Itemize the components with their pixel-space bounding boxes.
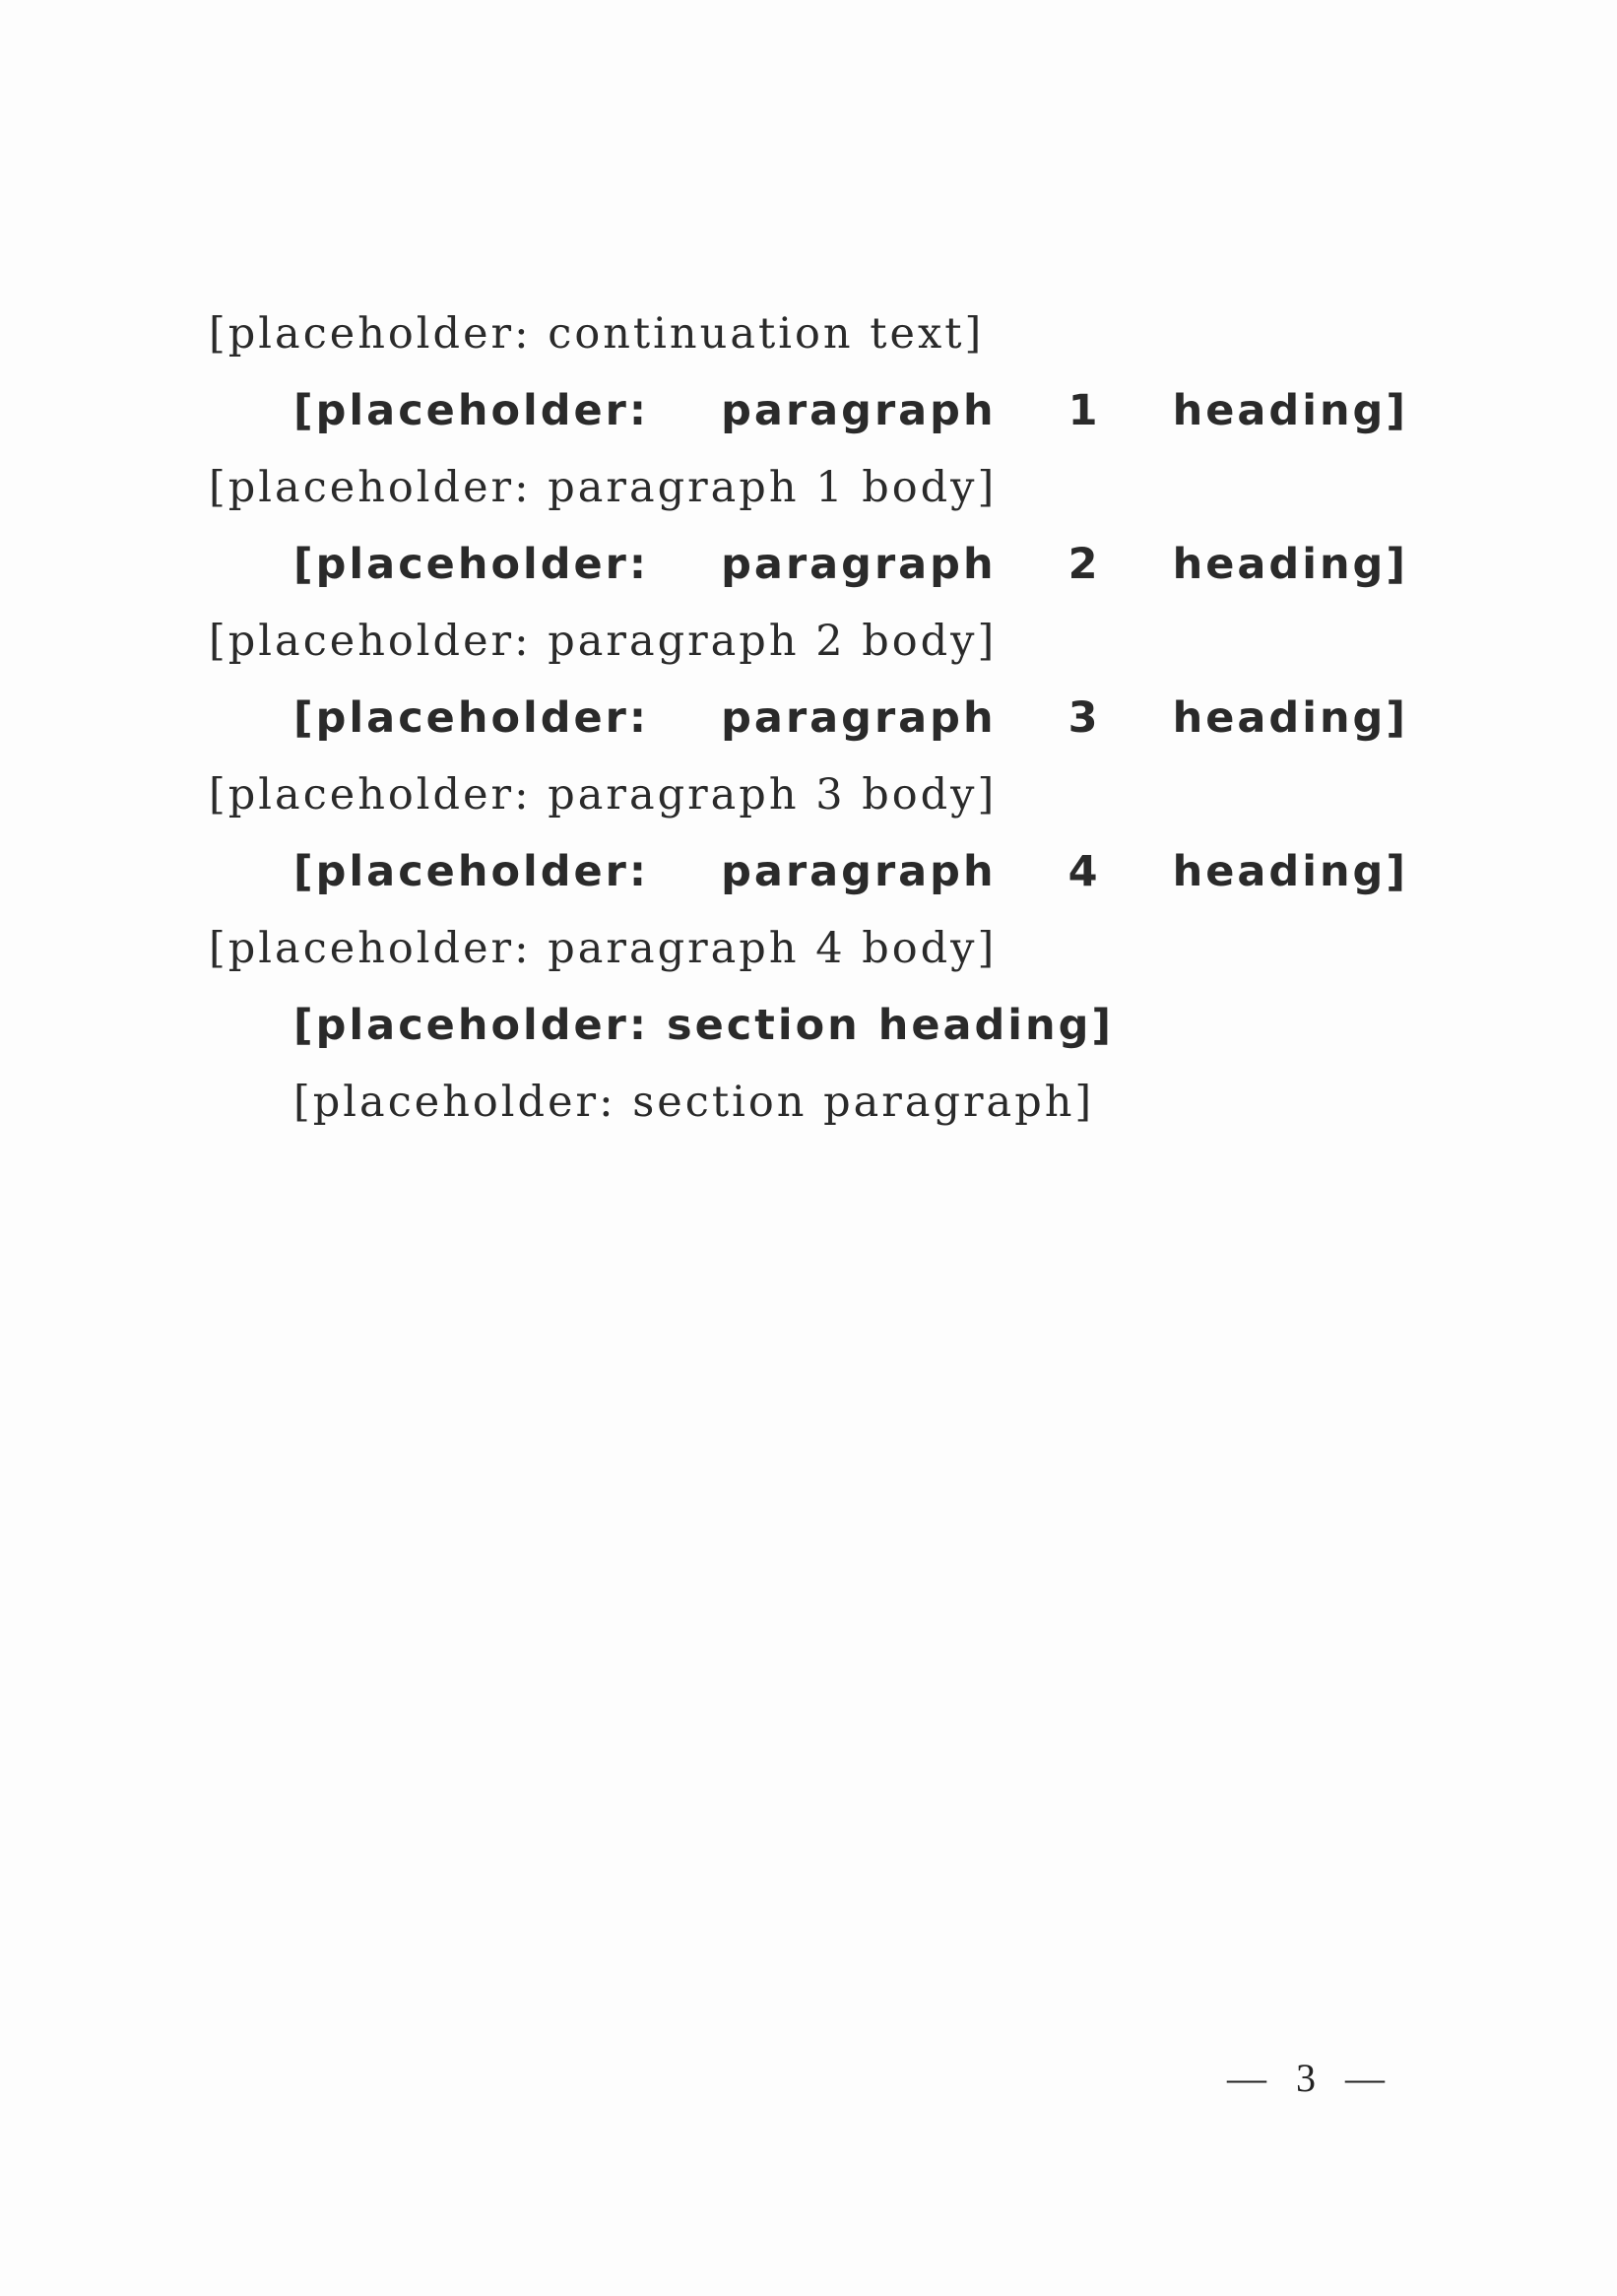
paragraph-4-heading: [placeholder: paragraph 1 heading] <box>293 386 1408 435</box>
paragraph-4 <box>209 372 1408 526</box>
section-heading: [placeholder: section heading] <box>293 1001 1115 1050</box>
paragraph-7-heading: [placeholder: paragraph 4 heading] <box>293 847 1408 896</box>
section-paragraph: [placeholder: section paragraph] <box>293 1078 1095 1127</box>
paragraph-6-body: [placeholder: paragraph 3 body] <box>209 770 998 820</box>
paragraph-7 <box>209 833 1408 987</box>
paragraph-6-heading: [placeholder: paragraph 3 heading] <box>293 693 1408 743</box>
paragraph-6 <box>209 680 1408 833</box>
document-body <box>209 295 1408 1141</box>
paragraph-5-body: [placeholder: paragraph 2 body] <box>209 617 998 666</box>
paragraph-5-heading: [placeholder: paragraph 2 heading] <box>293 540 1408 589</box>
continuation-paragraph: [placeholder: continuation text] <box>209 309 985 359</box>
page-number: — 3 — <box>1227 2056 1394 2100</box>
paragraph-4-body: [placeholder: paragraph 1 body] <box>209 463 998 512</box>
paragraph-7-body: [placeholder: paragraph 4 body] <box>209 924 998 973</box>
paragraph-5 <box>209 526 1408 680</box>
